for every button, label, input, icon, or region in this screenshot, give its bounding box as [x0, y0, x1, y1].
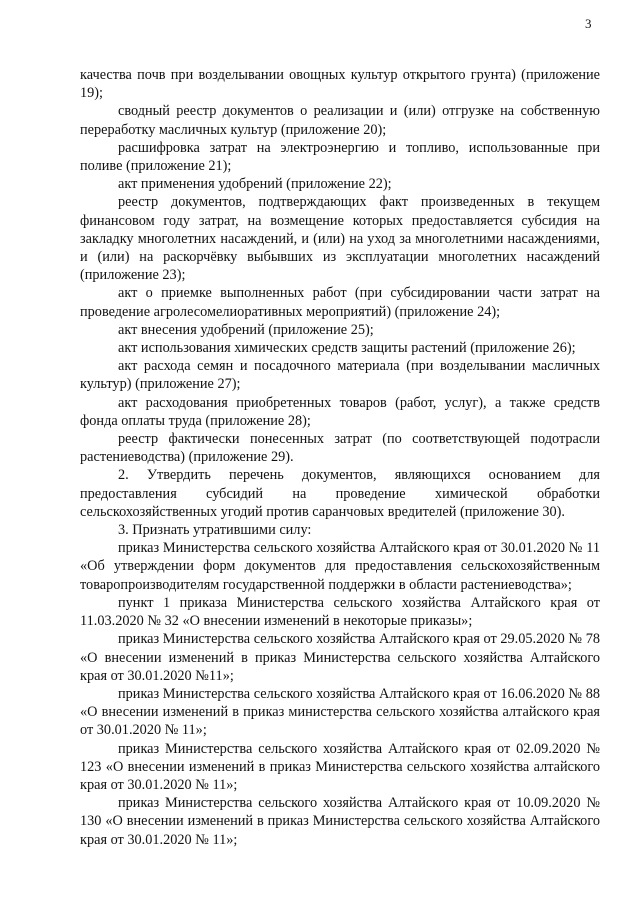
paragraph: качества почв при возделывании овощных культур открытого грунта) (приложение 19); [80, 67, 600, 102]
paragraph: приказ Министерства сельского хозяйства Алтайского края от 16.06.2020 № 88 «О внесении изменений в приказ министерства сельского хозяйства алтайского края от 30.01.2020 № 11»; [80, 685, 600, 739]
paragraph: приказ Министерства сельского хозяйства Алтайского края от 02.09.2020 № 123 «О внесении изменений в приказ Министерства сельского хозяйства алтайского края от 30.01.2020 № 11»; [80, 740, 600, 793]
paragraph: приказ Министерства сельского хозяйства Алтайского края от 10.09.2020 № 130 «О внесении изменений в приказ Министерства сельского хозяйства Алтайского края от 30.01.2020 № 11»; [80, 795, 600, 848]
paragraph: акт расхода семян и посадочного материала (при возделывании масличных культур) (приложение 27); [80, 358, 600, 393]
paragraph: акт использования химических средств защиты растений (приложение 26); [118, 340, 576, 357]
paragraph: акт о приемке выполненных работ (при субсидировании части затрат на проведение агролесомелиоративных мероприятий) (приложение 24); [80, 285, 600, 320]
paragraph: 3. Признать утратившими силу: [118, 522, 312, 539]
paragraph: сводный реестр документов о реализации и (или) отгрузке на собственную переработку масличных культур (приложение 20); [80, 103, 600, 138]
paragraph: приказ Министерства сельского хозяйства Алтайского края от 29.05.2020 № 78 «О внесении изменений в приказ Министерства сельского хозяйства Алтайского края от 30.01.2020 №11»; [80, 631, 600, 684]
paragraph: реестр документов, подтверждающих факт произведенных в текущем финансовом году затрат, на возмещение которых предоставляется субсидия на закладку многолетних насаждений, и (или) на уход за многолетними насаждениями, и (или) на раскорчёвку выбывших из эксплуатации многолетних насаждений (приложение 23); [80, 194, 600, 284]
document-body [80, 66, 600, 849]
paragraph: пункт 1 приказа Министерства сельского хозяйства Алтайского края от 11.03.2020 № 32 «О внесении изменений в некоторые приказы»; [80, 594, 600, 630]
paragraph: расшифровка затрат на электроэнергию и топливо, использованные при поливе (приложение 21); [80, 139, 600, 175]
paragraph: 2. Утвердить перечень документов, являющихся основанием для предоставления субсидий на проведение химической обработки сельскохозяйственных угодий против саранчовых вредителей (приложение 30). [80, 467, 600, 520]
paragraph: акт расходования приобретенных товаров (работ, услуг), а также средств фонда оплаты труда (приложение 28); [80, 394, 600, 429]
paragraph: приказ Министерства сельского хозяйства Алтайского края от 30.01.2020 № 11 «Об утверждении форм документов для предоставления сельскохозяйственным товаропроизводителям государственной поддержки в области растениеводства»; [80, 540, 600, 593]
paragraph: акт применения удобрений (приложение 22); [118, 176, 392, 193]
page-number: 3 [585, 16, 592, 31]
paragraph: реестр фактически понесенных затрат (по соответствующей подотрасли растениеводства) (приложение 29). [80, 431, 600, 466]
paragraph: акт внесения удобрений (приложение 25); [118, 321, 374, 338]
